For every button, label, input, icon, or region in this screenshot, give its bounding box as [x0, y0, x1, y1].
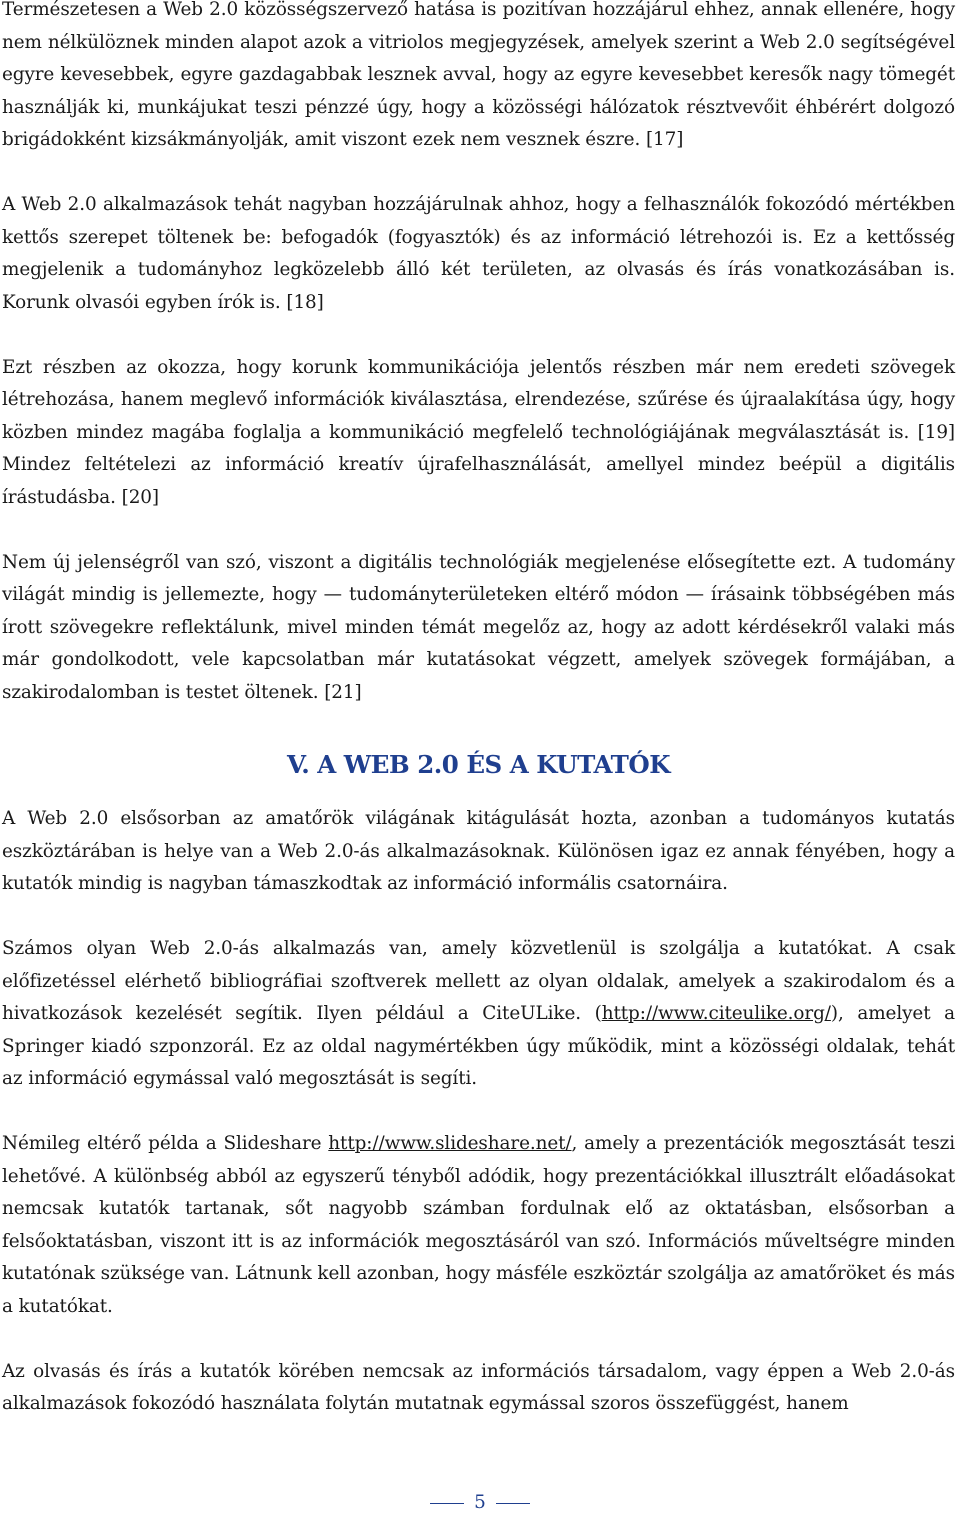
citeulike-text-after: ), amelyet a Springer kiadó szponzorál. Ez az oldal nagymértékben úgy működik, mint a közösségi oldalak, tehát az információ egymással való megosztását is segíti.	[2, 1003, 956, 1089]
footer-rule-left	[430, 1503, 464, 1504]
slideshare-text-before: Némileg eltérő példa a Slideshare	[2, 1133, 329, 1154]
paragraph-slideshare	[2, 1128, 955, 1323]
paragraph-reading-writing: Az olvasás és írás a kutatók körében nemcsak az információs társadalom, vagy éppen a Web 2.0-ás alkalmazások fokozódó használata folytán mutatnak egymással szoros összefüggést, hanem	[2, 1360, 955, 1414]
paragraph-communication-selection: Ezt részben az okozza, hogy korunk kommunikációja jelentős részben már nem eredeti szövegek létrehozása, hanem meglevő információk kiválasztása, elrendezése, szűrése és újraalakítása úgy, hogy közben mindez magába foglalja a kommunikáció megfelelő technológiájának megválasztását is. [19] Mindez feltételezi az információ kreatív újrafelhasználását, amellyel mindez beépül a digitális írástudásba. [20]	[2, 356, 955, 508]
document-page	[2, 0, 955, 1421]
section-heading: V. A WEB 2.0 ÉS A KUTATÓK	[286, 750, 671, 779]
paragraph-web20-dual-role: A Web 2.0 alkalmazások tehát nagyban hozzájárulnak ahhoz, hogy a felhasználók fokozódó mértékben kettős szerepet töltenek be: befogadók (fogyasztók) és az információ létrehozói is. Ez a kettősség megjelenik a tudományhoz legközelebb álló két területen, az olvasás és írás vonatkozásában is. Korunk olvasói egyben írók is. [18]	[2, 194, 955, 313]
footer-rule-right	[496, 1503, 530, 1504]
page-number: 5	[474, 1492, 486, 1513]
citeulike-link[interactable]: http://www.citeulike.org/	[601, 1003, 831, 1024]
slideshare-link[interactable]: http://www.slideshare.net/	[328, 1133, 572, 1154]
slideshare-text-after: , amely a prezentációk megosztását teszi lehetővé. A különbség abból az egyszerű tényből adódik, hogy prezentációkkal illusztrált előadásokat nemcsak kutatók tartanak, sőt nagyobb számban fordulnak elő az oktatásban, elsősorban a felsőoktatásban, viszont itt is az információk megosztásáról van szó. Információs műveltségre minden kutatónak szüksége van. Látnunk kell azonban, hogy másféle eszköztár szolgálja az amatőröket és más a kutatókat.	[2, 1133, 955, 1317]
paragraph-web20-community: Természetesen a Web 2.0 közösségszervező hatása is pozitívan hozzájárul ehhez, annak ellenére, hogy nem nélkülöznek minden alapot azok a vitriolos megjegyzések, amelyek szerint a Web 2.0 segítségével egyre kevesebbek, egyre gazdagabbak lesznek avval, hogy az egyre kevesebbet keresők nagy tömegét használják ki, munkájukat teszi pénzzé úgy, hogy a közösségi hálózatok résztvevőit éhbérért dolgozó brigádokként kizsákmányolják, amit viszont ezek nem vesznek észre. [17]	[2, 0, 955, 150]
paragraph-citeulike	[2, 933, 955, 1096]
page-footer	[0, 1491, 960, 1515]
paragraph-amateurs-and-researchers: A Web 2.0 elsősorban az amatőrök világának kitágulását hozta, azonban a tudományos kutatás eszköztárában is helye van a Web 2.0-ás alkalmazásoknak. Különösen igaz ez annak fényében, hogy a kutatók mindig is nagyban támaszkodtak az információ informális csatornáira.	[2, 808, 955, 894]
citeulike-text-before: Számos olyan Web 2.0-ás alkalmazás van, amely közvetlenül is szolgálja a kutatókat. A csak előfizetéssel elérhető bibliográfiai szoftverek mellett az olyan oldalak, amelyek a szakirodalom és a hivatkozások kezelését segítik. Ilyen például a CiteULike. (	[2, 938, 955, 1024]
paragraph-digital-technologies: Nem új jelenségről van szó, viszont a digitális technológiák megjelenése elősegítette ezt. A tudomány világát mindig is jellemezte, hogy — tudományterületeken eltérő módon — írásaink többségében más írott szövegekre reflektálunk, mivel minden témát megelőz az, hogy az adott kérdésekről valaki más már gondolkodott, vele kapcsolatban már kutatásokat végzett, amelyek szövegek formájában, a szakirodalomban is testet öltenek. [21]	[2, 551, 955, 703]
